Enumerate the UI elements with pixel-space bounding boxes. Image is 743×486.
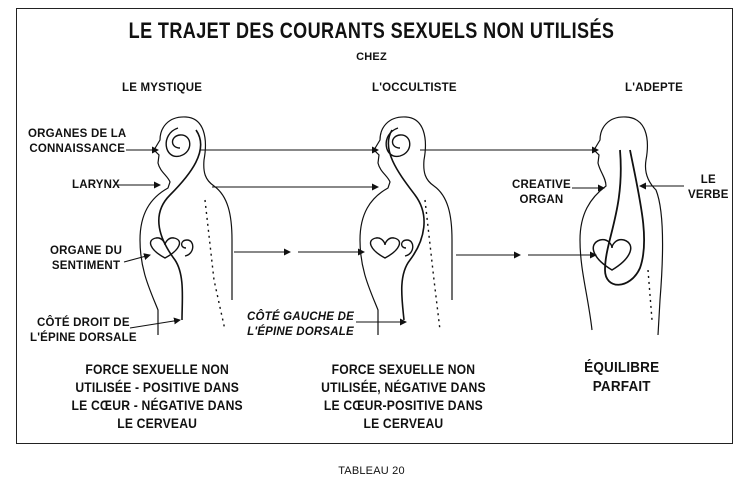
label-creative-organ: CREATIVE ORGAN: [512, 179, 571, 206]
current-path-adepte: [605, 150, 644, 285]
column-header-occultiste: L'OCCULTISTE: [372, 82, 457, 94]
label-larynx: LARYNX: [72, 179, 121, 191]
brain-spiral-mystique: [166, 128, 190, 156]
body-outline-adepte: [580, 117, 626, 330]
column-header-mystique: LE MYSTIQUE: [122, 82, 203, 94]
heart-occultiste: [370, 238, 399, 258]
footer-tableau: TABLEAU 20: [338, 465, 405, 477]
heart-spiral-mystique: [182, 240, 193, 256]
arrow-sentiment-label: [124, 255, 150, 262]
current-path-mystique: [159, 130, 201, 320]
spine-dots-adepte: [648, 270, 652, 320]
spine-dots-mystique: [205, 200, 225, 330]
caption-occultiste: FORCE SEXUELLE NON UTILISÉE, NÉGATIVE DANS LE CŒUR-POSITIVE DANS LE CERVEAU: [321, 362, 486, 431]
label-organes-connaissance: ORGANES DE LA CONNAISSANCE: [28, 128, 127, 155]
arrow-cote-droit: [130, 320, 180, 328]
diagram-subtitle: CHEZ: [356, 51, 387, 63]
heart-adepte: [593, 240, 631, 270]
spine-dots-occultiste: [425, 200, 440, 330]
label-cote-droit: CÔTÉ DROIT DE L'ÉPINE DORSALE: [30, 317, 137, 344]
back-outline-mystique: [186, 117, 232, 300]
label-organe-sentiment: ORGANE DU SENTIMENT: [50, 245, 123, 272]
label-le-verbe: LE VERBE: [688, 174, 729, 201]
heart-mystique: [150, 238, 179, 258]
caption-adepte: ÉQUILIBRE PARFAIT: [584, 359, 660, 395]
heart-spiral-occultiste: [402, 240, 413, 256]
back-outline-occultiste: [406, 117, 452, 300]
current-path-occultiste: [388, 130, 424, 320]
caption-mystique: FORCE SEXUELLE NON UTILISÉE - POSITIVE DANS LE CŒUR - NÉGATIVE DANS LE CERVEAU: [71, 362, 243, 431]
column-header-adepte: L'ADEPTE: [625, 82, 684, 94]
label-cote-gauche: CÔTÉ GAUCHE DE L'ÉPINE DORSALE: [247, 311, 354, 338]
diagram-title: LE TRAJET DES COURANTS SEXUELS NON UTILISÉS: [128, 18, 615, 43]
